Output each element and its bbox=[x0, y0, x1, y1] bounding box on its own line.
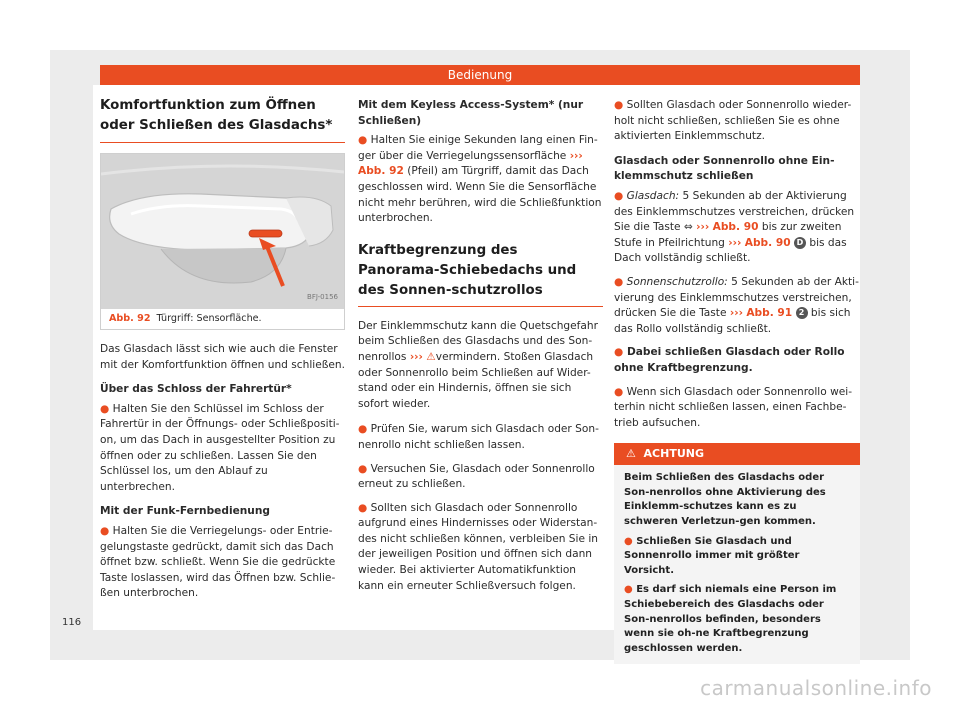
callout-badge: 2 bbox=[796, 307, 808, 319]
section-header: Bedienung bbox=[100, 65, 860, 85]
column-2 bbox=[358, 96, 603, 594]
bullet-paragraph bbox=[614, 385, 860, 432]
column-3 bbox=[614, 96, 860, 664]
bullet-icon: ● bbox=[614, 275, 627, 288]
warning-paragraph: Beim Schließen des Glasdachs oder Son-nenrollos ohne Aktivierung des Einklemm-schutzes kann es zu schweren Verletzun-gen kommen. bbox=[624, 472, 826, 528]
bullet-icon: ● bbox=[614, 189, 627, 202]
bullet-text: Sollten sich Glasdach oder Sonnenrollo aufgrund eines Hindernisses oder Widerstan-des nicht schließen können, verbleiben Sie in der jeweiligen Position und öffnen sich dann wieder. Bei aktivierter Automatikfunktion kann ein erneuter Schließversuch folgen. bbox=[358, 501, 599, 592]
reference-arrow-icon: ››› bbox=[409, 350, 423, 363]
figure-door-handle bbox=[100, 153, 345, 330]
switch-arrow-icon: ⇔ bbox=[683, 221, 693, 234]
figure-caption bbox=[101, 309, 344, 329]
bullet-icon: ● bbox=[358, 423, 371, 436]
reference-arrow-icon: ››› bbox=[569, 149, 583, 162]
paragraph-text: Der Einklemmschutz kann die Quetschgefahr beim Schließen des Glasdachs und des Son-nenrollos bbox=[358, 319, 598, 363]
bullet-text: Prüfen Sie, warum sich Glasdach oder Son-nenrollo nicht schließen lassen. bbox=[358, 423, 599, 451]
bullet-icon: ● bbox=[614, 346, 627, 359]
bullet-icon: ● bbox=[358, 501, 371, 514]
bullet-icon: ● bbox=[358, 462, 371, 475]
paragraph bbox=[358, 319, 603, 413]
bullet-text: Versuchen Sie, Glasdach oder Sonnenrollo erneut zu schließen. bbox=[358, 462, 595, 491]
section-title: Komfortfunktion zum Öffnen oder Schließen des Glasdachs* bbox=[100, 96, 345, 143]
figure-reference-link[interactable]: Abb. 90 bbox=[712, 221, 759, 234]
bullet-icon: ● bbox=[100, 402, 113, 415]
bullet-text: 5 Sekunden ab der Akti-vierung des Einklemmschutzes verstreichen, drücken Sie die Taste bbox=[614, 275, 859, 320]
subheading-door-lock: Über das Schloss der Fahrertür* bbox=[100, 383, 292, 396]
bullet-label: Glasdach: bbox=[626, 189, 680, 202]
bullet-paragraph bbox=[100, 524, 345, 602]
bullet-text: Halten Sie den Schlüssel im Schloss der Fahrertür in der Öffnungs- oder Schließpositi-on, um das Dach in ausgestellter Position zu öffnen oder zu schließen. Lassen Sie den Schlüssel los, um den Ablauf zu unterbrechen. bbox=[100, 402, 340, 493]
callout-badge: D bbox=[794, 237, 806, 249]
bullet-paragraph bbox=[358, 422, 603, 453]
bullet-text: Sollten Glasdach oder Sonnenrollo wieder-holt nicht schließen, schließen Sie es ohne aktivierten Einklemmschutz. bbox=[614, 99, 852, 143]
figure-reference-link[interactable]: Abb. 91 bbox=[746, 307, 793, 320]
figure-reference-link[interactable]: Abb. 92 bbox=[358, 165, 404, 178]
intro-paragraph: Das Glasdach lässt sich wie auch die Fenster mit der Komfortfunktion öffnen und schließen. bbox=[100, 343, 345, 371]
page-number: 116 bbox=[62, 617, 82, 628]
bullet-icon: ● bbox=[624, 584, 637, 596]
warning-header bbox=[614, 443, 860, 465]
warning-box bbox=[614, 443, 860, 664]
warning-title: ACHTUNG bbox=[643, 447, 705, 461]
subheading-remote: Mit der Funk-Fernbedienung bbox=[100, 505, 270, 518]
subheading-keyless: Mit dem Keyless Access-System* (nur Schließen) bbox=[358, 99, 584, 127]
bullet-text: 5 Sekunden ab der Aktivierung des Einklemmschutzes verstreichen, drücken Sie die Taste bbox=[614, 189, 855, 234]
door-handle-illustration bbox=[101, 154, 344, 309]
bullet-paragraph bbox=[614, 345, 860, 376]
bullet-text: Es darf sich niemals eine Person im Schiebebereich des Glasdachs oder Son-nenrollos befinden, besonders wenn sie oh-ne Kraftbegrenzung geschlossen werden. bbox=[624, 584, 837, 654]
bullet-text: bis zur zweiten Stufe in Pfeilrichtung bbox=[614, 221, 842, 249]
figure-reference-link[interactable]: Abb. 90 bbox=[744, 236, 791, 249]
bullet-paragraph bbox=[358, 501, 603, 595]
watermark: carmanualsonline.info bbox=[700, 676, 932, 700]
bullet-text: Dabei schließen Glasdach oder Rollo ohne Kraftbegrenzung. bbox=[614, 346, 845, 374]
bullet-icon: ● bbox=[614, 99, 627, 111]
warning-triangle-icon: ⚠ bbox=[626, 447, 636, 461]
reference-arrow-icon: ››› bbox=[696, 221, 710, 234]
figure-caption-text: Türgriff: Sensorfläche. bbox=[156, 313, 262, 324]
figure-label: Abb. 92 bbox=[109, 313, 151, 324]
door-handle-image bbox=[101, 154, 344, 309]
subheading-no-pinch: Glasdach oder Sonnenrollo ohne Ein-klemmschutz schließen bbox=[614, 154, 835, 183]
bullet-paragraph bbox=[358, 462, 603, 493]
bullet-text: (Pfeil) am Türgriff, damit das Dach geschlossen wird. Wenn Sie die Sensorfläche nicht mehr berühren, wird die Schließfunktion unterbrochen. bbox=[358, 165, 602, 225]
section-title-force-limit: Kraftbegrenzung des Panorama-Schiebedachs und des Sonnen-schutzrollos bbox=[358, 241, 603, 307]
bullet-label: Sonnenschutzrollo: bbox=[626, 275, 728, 288]
bullet-text: bis sich das Rollo vollständig schließt. bbox=[614, 307, 851, 335]
bullet-icon: ● bbox=[624, 535, 637, 547]
bullet-text: Halten Sie einige Sekunden lang einen Fin-ger über die Verriegelungssensorfläche bbox=[358, 134, 598, 162]
bullet-paragraph bbox=[614, 189, 860, 267]
warning-bullet bbox=[624, 583, 850, 656]
warning-triangle-icon[interactable]: ⚠ bbox=[426, 350, 436, 363]
bullet-icon: ● bbox=[100, 524, 113, 537]
bullet-icon: ● bbox=[358, 134, 371, 147]
bullet-paragraph bbox=[358, 133, 603, 227]
bullet-text: Wenn sich Glasdach oder Sonnenrollo wei-terhin nicht schließen lassen, einen Fachbe-trieb aufsuchen. bbox=[614, 385, 853, 429]
bullet-icon: ● bbox=[614, 385, 627, 398]
bullet-paragraph bbox=[614, 98, 860, 145]
bullet-text: Halten Sie die Verriegelungs- oder Entrie-gelungstaste gedrückt, damit sich das Dach öffnet bzw. schließt. Wenn Sie die gedrückte Taste loslassen, wird das Öffnen bzw. Schlie-ßen unterbrochen. bbox=[100, 524, 336, 600]
figure-code: BFJ-0156 bbox=[307, 293, 338, 302]
reference-arrow-icon: ››› bbox=[729, 307, 743, 320]
column-1 bbox=[100, 96, 345, 602]
paragraph-text: vermindern. Stoßen Glasdach oder Sonnenrollo beim Schließen auf Wider-stand oder ein Hindernis, öffnen sie sich sofort wieder. bbox=[358, 350, 594, 410]
bullet-paragraph bbox=[614, 275, 860, 337]
bullet-text: bis das Dach vollständig schließt. bbox=[614, 236, 847, 265]
warning-bullet bbox=[624, 535, 850, 579]
bullet-text: Schließen Sie Glasdach und Sonnenrollo immer mit größter Vorsicht. bbox=[624, 535, 800, 576]
warning-body bbox=[614, 465, 860, 664]
bullet-paragraph bbox=[100, 402, 345, 496]
reference-arrow-icon: ››› bbox=[728, 236, 742, 249]
